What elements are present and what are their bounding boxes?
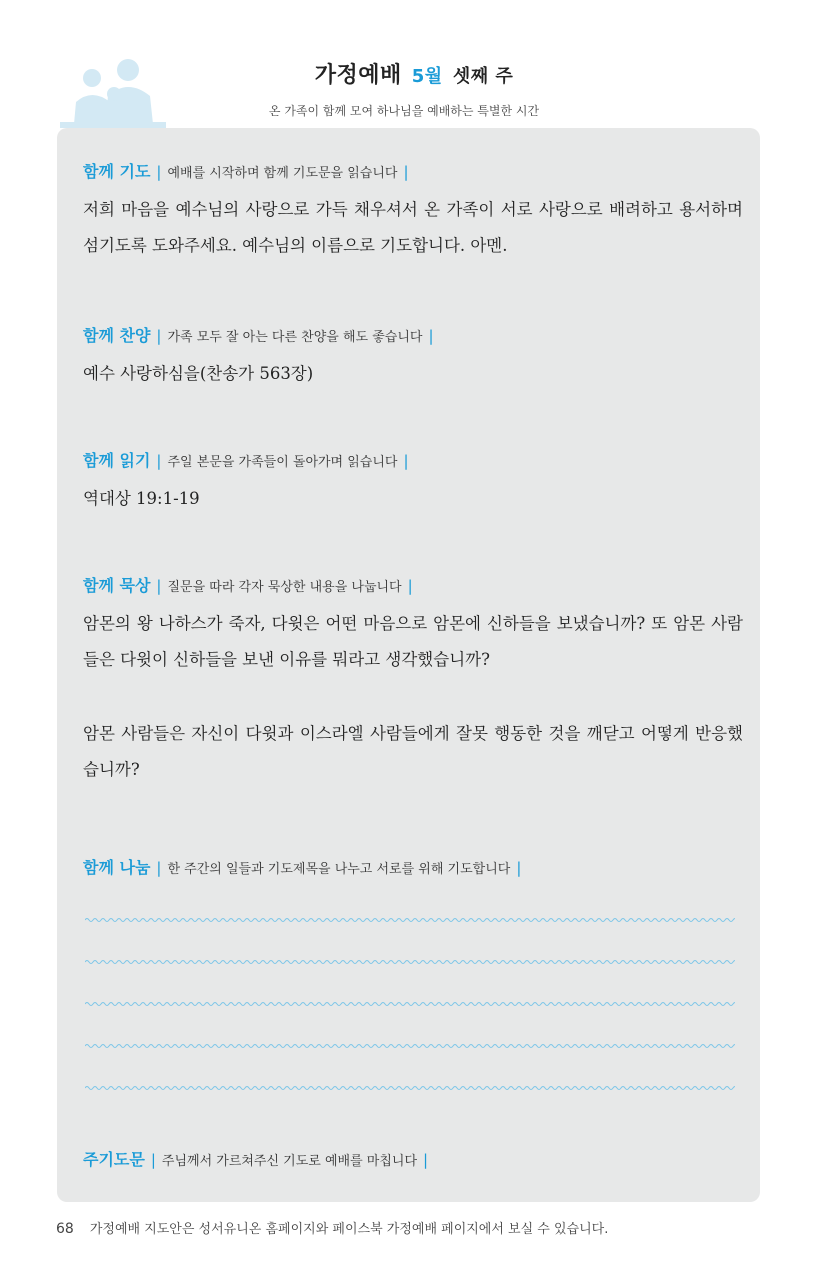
page-subtitle: 온 가족이 함께 모여 하나님을 예배하는 특별한 시간	[268, 104, 540, 118]
divider: |	[403, 163, 409, 181]
question-1: 암몬의 왕 나하스가 죽자, 다윗은 어떤 마음으로 암몬에 신하들을 보냈습니까? 또 암몬 사람들은 다윗이 신하들을 보낸 이유를 뭐라고 생각했습니까?	[83, 614, 743, 669]
section-desc: 주일 본문을 가족들이 돌아가며 읽습니다	[167, 455, 398, 470]
hymn-section	[83, 326, 743, 392]
wave-path	[85, 919, 735, 922]
divider: |	[156, 577, 162, 595]
section-label: 함께 묵상	[83, 576, 151, 595]
section-header	[83, 451, 743, 473]
section-header	[83, 326, 743, 348]
section-desc: 주님께서 가르쳐주신 기도로 예배를 마칩니다	[161, 1154, 418, 1169]
footer-note: 가정예배 지도안은 성서유니온 홈페이지와 페이스북 가정예배 페이지에서 보실 수 있습니다.	[89, 1222, 609, 1237]
section-label: 함께 나눔	[83, 858, 151, 877]
worship-title: 가정예배	[314, 63, 402, 88]
writing-line	[85, 957, 735, 967]
worship-card	[57, 128, 760, 1202]
writing-line	[85, 1083, 735, 1093]
meditation-section	[83, 576, 743, 788]
month-label: 5월	[411, 66, 443, 87]
page-number: 68	[56, 1221, 74, 1237]
divider: |	[156, 452, 162, 470]
prayer-section	[83, 162, 743, 264]
divider: |	[428, 327, 434, 345]
reading-section	[83, 451, 743, 517]
writing-line	[85, 999, 735, 1009]
writing-line	[85, 1041, 735, 1051]
section-desc: 질문을 따라 각자 묵상한 내용을 나눕니다	[167, 580, 402, 595]
wave-path	[85, 1045, 735, 1048]
divider: |	[423, 1151, 429, 1169]
wave-path	[85, 1003, 735, 1006]
wave-path	[85, 961, 735, 964]
section-label: 함께 읽기	[83, 451, 151, 470]
section-header	[83, 576, 743, 598]
section-desc: 가족 모두 잘 아는 다른 찬양을 해도 좋습니다	[167, 330, 423, 345]
sharing-section	[83, 858, 743, 880]
lords-prayer-section	[83, 1150, 743, 1172]
section-header	[83, 1150, 743, 1172]
prayer-text: 저희 마음을 예수님의 사랑으로 가득 채우셔서 온 가족이 서로 사랑으로 배려하고 용서하며 섬기도록 도와주세요. 예수님의 이름으로 기도합니다. 아멘.	[83, 200, 743, 255]
divider: |	[150, 1151, 156, 1169]
section-label: 함께 찬양	[83, 326, 151, 345]
divider: |	[516, 859, 522, 877]
page-title	[0, 58, 828, 89]
section-label: 함께 기도	[83, 162, 151, 181]
writing-line	[85, 915, 735, 925]
hymn-text: 예수 사랑하심을(찬송가 563장)	[83, 364, 314, 383]
wave-path	[85, 1087, 735, 1090]
question-2: 암몬 사람들은 자신이 다윗과 이스라엘 사람들에게 잘못 행동한 것을 깨닫고 어떻게 반응했습니까?	[83, 724, 743, 779]
section-header	[83, 162, 743, 184]
divider: |	[156, 327, 162, 345]
section-label: 주기도문	[83, 1150, 145, 1169]
week-label: 셋째 주	[452, 66, 514, 87]
reading-text: 역대상 19:1-19	[83, 489, 200, 508]
divider: |	[156, 163, 162, 181]
section-desc: 예배를 시작하며 함께 기도문을 읽습니다	[167, 166, 398, 181]
page-footer	[56, 1218, 608, 1237]
divider: |	[407, 577, 413, 595]
divider: |	[156, 859, 162, 877]
section-desc: 한 주간의 일들과 기도제목을 나누고 서로를 위해 기도합니다	[167, 862, 511, 877]
section-header	[83, 858, 743, 880]
divider: |	[403, 452, 409, 470]
